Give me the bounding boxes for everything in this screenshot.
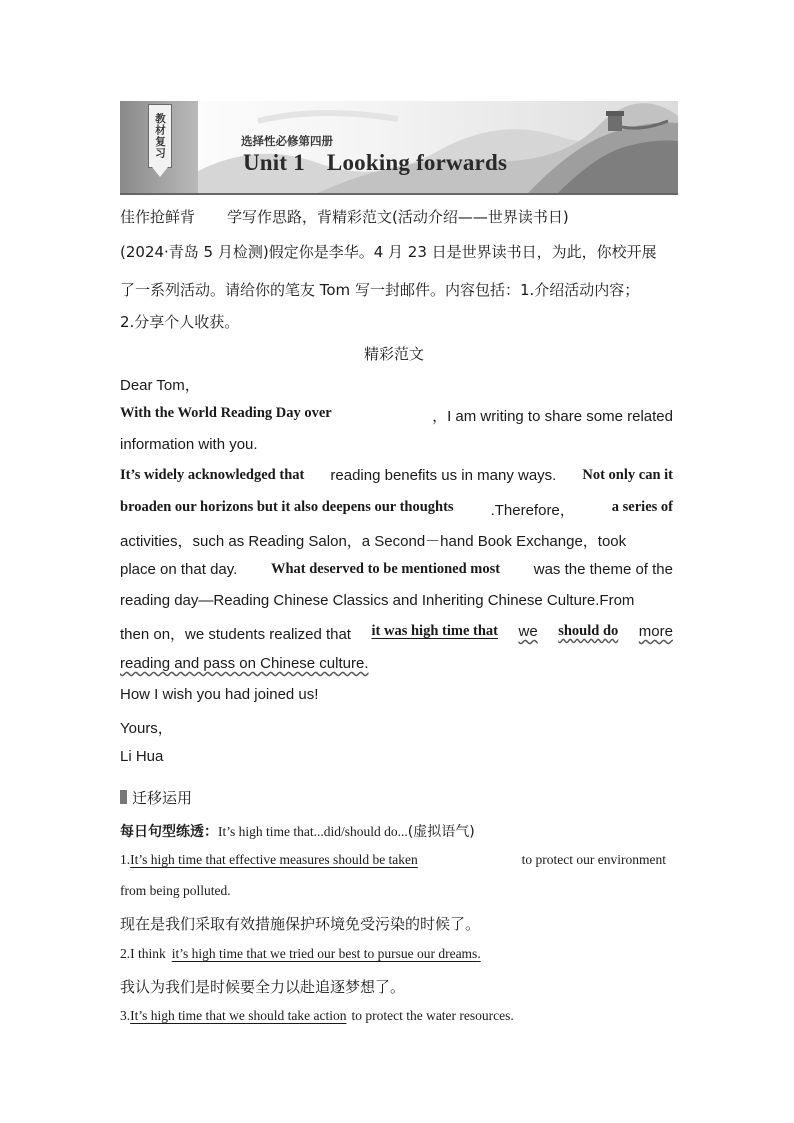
task-prompt-line-3: 2.分享个人收获。 [120, 313, 240, 331]
answer-text: it’s high time that we tried our best to pursue our dreams [171, 946, 478, 961]
wavy-underlined-phrase: should do [558, 623, 619, 639]
text-span: reading benefits us in many ways. [330, 467, 557, 484]
bold-phrase: It’s widely acknowledged that [120, 467, 305, 483]
underlined-phrase: it was high time that [371, 623, 498, 639]
text-span: to protect our environment [521, 852, 666, 867]
bold-phrase: What deserved to be mentioned most [270, 561, 501, 577]
text-span: was the theme of the [533, 561, 673, 578]
essay-line [120, 499, 673, 520]
essay-line [120, 623, 673, 644]
bold-phrase: Not only can it [582, 467, 673, 483]
unit-number: Unit 1 [243, 150, 305, 175]
practice-pattern: It’s high time that...did/should do... [218, 824, 408, 839]
section-marker-icon [120, 790, 127, 804]
answer-text: It’s high time that effective measures should be taken [130, 852, 418, 867]
practice-item-1-translation: 现在是我们采取有效措施保护环境免受污染的时候了。 [120, 915, 481, 933]
answer-period: . [477, 946, 481, 961]
banner-subtitle: 选择性必修第四册 [241, 134, 333, 148]
essay-line [120, 467, 673, 484]
item-number: 1. [120, 852, 131, 867]
practice-heading-tail: (虚拟语气) [407, 824, 475, 840]
essay-line: information with you. [120, 436, 258, 453]
practice-item-2 [120, 946, 481, 962]
practice-item-2-translation: 我认为我们是时候要全力以赴追逐梦想了。 [120, 978, 406, 996]
bold-phrase: With the World Reading Day over [120, 405, 332, 421]
practice-item-1-line-2: from being polluted. [120, 883, 231, 898]
text-span: then on，we students realized that [120, 626, 351, 643]
essay-line [120, 561, 673, 578]
item-prefix: 2.I think [120, 946, 166, 961]
banner-tab [120, 101, 198, 193]
essay-line: activities，such as Reading Salon，a Second－hand Book Exchange，took [120, 533, 627, 550]
practice-item-3 [120, 1008, 514, 1024]
task-tag: 佳作抢鲜背 [120, 208, 196, 226]
essay-line: reading and pass on Chinese culture. [120, 655, 369, 672]
essay-signature: Li Hua [120, 748, 164, 765]
text-span: .Therefore， [490, 502, 575, 519]
wavy-underlined-text: more [638, 623, 673, 640]
unit-name: Looking forwards [326, 150, 508, 175]
essay-line: reading day—Reading Chinese Classics and Inheriting Chinese Culture.From [120, 592, 635, 609]
unit-banner [120, 101, 678, 195]
wavy-underlined-text: we [518, 623, 538, 640]
answer-text: It’s high time that we should take action [130, 1008, 347, 1023]
practice-item-1 [120, 852, 666, 868]
practice-heading [120, 821, 475, 841]
bold-phrase: broaden our horizons but it also deepens our thoughts [120, 499, 454, 515]
essay-salutation: Dear Tom， [120, 377, 200, 394]
bold-phrase: a series of [611, 499, 673, 515]
essay-line: How I wish you had joined us! [120, 686, 319, 703]
practice-section-title: 迁移运用 [120, 787, 192, 808]
text-span: ，I am writing to share some related [432, 408, 673, 425]
essay-title: 精彩范文 [364, 345, 425, 363]
unit-title [243, 150, 507, 176]
item-number: 3. [120, 1008, 131, 1023]
banner-tab-label: 教材复习 [148, 104, 172, 168]
task-heading-line [120, 206, 569, 227]
task-prompt-line-2: 了一系列活动。请给你的笔友 Tom 写一封邮件。内容包括：1.介绍活动内容； [120, 281, 640, 299]
text-span: place on that day. [120, 561, 238, 578]
essay-line [120, 405, 673, 426]
practice-heading-cn: 每日句型练透： [120, 824, 218, 840]
text-span: to protect the water resources. [351, 1008, 514, 1023]
essay-closing: Yours， [120, 720, 173, 737]
task-heading: 学写作思路，背精彩范文(活动介绍——世界读书日) [227, 208, 569, 226]
task-prompt-line-1: (2024·青岛 5 月检测)假定你是李华。4 月 23 日是世界读书日，为此，你校开展 [120, 243, 657, 261]
